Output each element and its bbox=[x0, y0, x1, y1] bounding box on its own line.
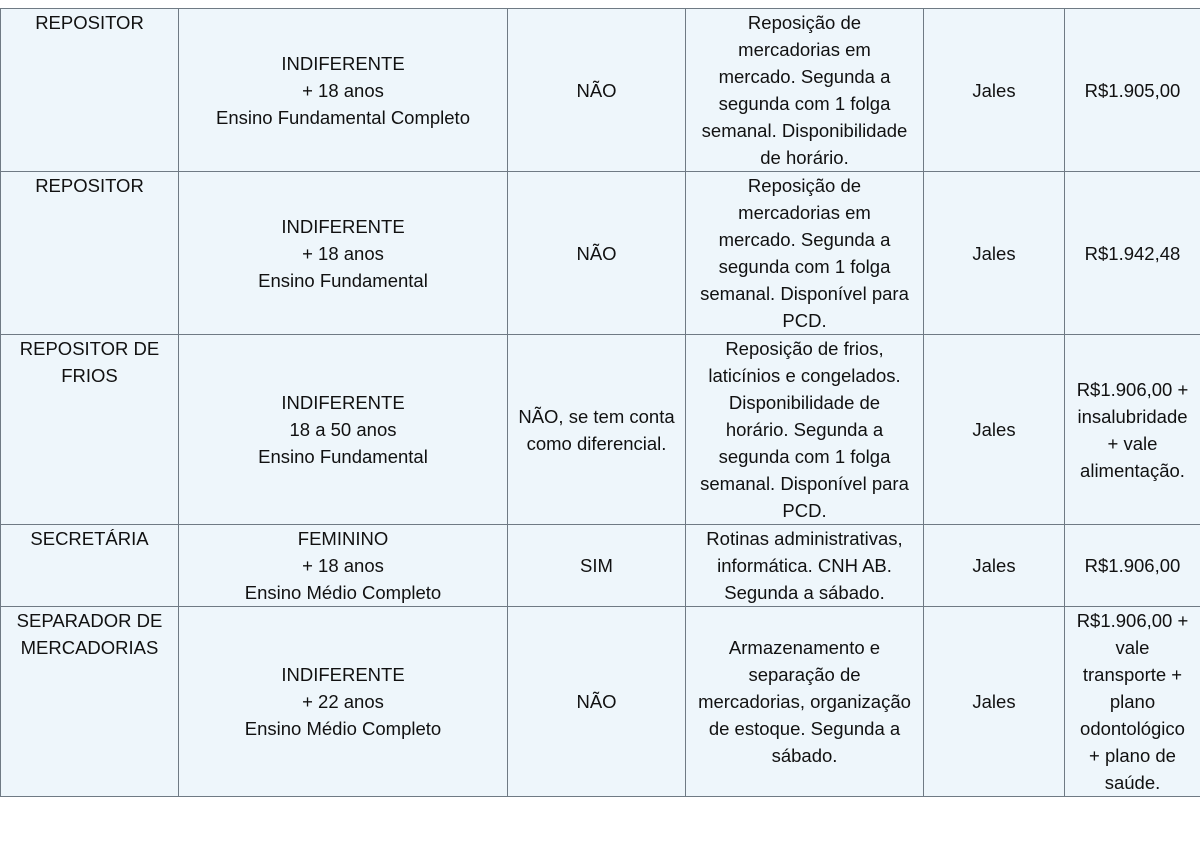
cell-cargo-line: FRIOS bbox=[61, 365, 118, 386]
cell-cidade bbox=[924, 172, 1065, 335]
cell-descricao-line: Armazenamento e bbox=[728, 637, 881, 658]
cell-salario-line: R$1.906,00 + bbox=[1076, 378, 1189, 400]
jobs-table-body bbox=[1, 9, 1200, 797]
jobs-table bbox=[0, 8, 1200, 797]
cell-requisitos bbox=[179, 525, 508, 607]
cell-requisitos-line: Ensino Médio Completo bbox=[244, 582, 442, 603]
cell-salario bbox=[1065, 607, 1200, 797]
cell-cargo bbox=[1, 335, 179, 525]
cell-salario bbox=[1065, 335, 1200, 525]
cell-descricao bbox=[686, 9, 924, 172]
cell-salario-line: insalubridade bbox=[1077, 405, 1188, 427]
cell-cargo-line: REPOSITOR DE bbox=[19, 338, 160, 359]
cell-cidade-line: Jales bbox=[972, 555, 1016, 576]
cell-descricao bbox=[686, 607, 924, 797]
cell-descricao-line: segunda com 1 folga bbox=[718, 446, 891, 467]
cell-requisitos bbox=[179, 607, 508, 797]
cell-salario-line: transporte + bbox=[1082, 664, 1183, 685]
cell-requisitos-line: Ensino Fundamental bbox=[258, 269, 428, 291]
cell-requisitos-line: FEMININO bbox=[297, 528, 389, 549]
cell-cidade bbox=[924, 335, 1065, 525]
cell-descricao-line: Rotinas administrativas, bbox=[706, 528, 903, 549]
cell-experiencia-line: NÃO bbox=[576, 79, 617, 101]
cell-descricao-line: horário. Segunda a bbox=[725, 419, 884, 440]
cell-cidade-line: Jales bbox=[972, 79, 1016, 101]
cell-descricao bbox=[686, 335, 924, 525]
cell-cidade bbox=[924, 607, 1065, 797]
cell-cargo-line: REPOSITOR bbox=[35, 12, 144, 33]
cell-salario bbox=[1065, 525, 1200, 607]
cell-descricao-line: segunda com 1 folga bbox=[718, 93, 891, 114]
cell-salario-line: plano bbox=[1109, 691, 1156, 712]
cell-experiencia-line: NÃO, se tem conta bbox=[518, 405, 675, 427]
cell-cargo-line: SEPARADOR DE bbox=[16, 610, 163, 631]
cell-salario-line: alimentação. bbox=[1080, 459, 1185, 481]
cell-descricao-line: Segunda a sábado. bbox=[724, 582, 885, 603]
cell-cargo-line: SECRETÁRIA bbox=[30, 528, 149, 549]
cell-descricao-line: informática. CNH AB. bbox=[717, 555, 892, 576]
cell-descricao-line: sábado. bbox=[771, 745, 838, 766]
cell-cidade bbox=[924, 525, 1065, 607]
cell-salario bbox=[1065, 9, 1200, 172]
cell-salario-line: vale bbox=[1115, 637, 1150, 658]
cell-cargo bbox=[1, 525, 179, 607]
cell-descricao-line: PCD. bbox=[782, 500, 827, 521]
cell-descricao-line: semanal. Disponibilidade bbox=[701, 120, 908, 141]
cell-cidade bbox=[924, 9, 1065, 172]
cell-descricao-line: Disponibilidade de bbox=[728, 392, 881, 413]
cell-descricao-line: semanal. Disponível para bbox=[700, 473, 909, 494]
cell-requisitos-line: INDIFERENTE bbox=[281, 215, 405, 237]
cell-descricao-line: de horário. bbox=[760, 147, 849, 168]
cell-cidade-line: Jales bbox=[972, 242, 1016, 264]
cell-requisitos-line: 18 a 50 anos bbox=[289, 419, 397, 440]
cell-descricao-line: laticínios e congelados. bbox=[708, 365, 901, 386]
cell-cargo-line: MERCADORIAS bbox=[20, 637, 159, 658]
cell-requisitos-line: Ensino Médio Completo bbox=[244, 718, 442, 739]
cell-descricao-line: mercadorias em bbox=[738, 202, 871, 223]
cell-salario-line: odontológico bbox=[1080, 718, 1185, 739]
cell-experiencia bbox=[508, 335, 686, 525]
cell-cidade-line: Jales bbox=[972, 691, 1016, 712]
cell-cargo-line: REPOSITOR bbox=[35, 175, 144, 196]
cell-salario-line: R$1.906,00 + bbox=[1076, 610, 1189, 631]
cell-requisitos bbox=[179, 172, 508, 335]
cell-requisitos-line: + 18 anos bbox=[302, 79, 384, 101]
cell-descricao-line: Reposição de bbox=[747, 175, 862, 196]
cell-descricao bbox=[686, 525, 924, 607]
table-row bbox=[1, 525, 1200, 607]
cell-experiencia bbox=[508, 172, 686, 335]
cell-salario-line: saúde. bbox=[1104, 772, 1161, 793]
cell-requisitos bbox=[179, 335, 508, 525]
cell-descricao-line: de estoque. Segunda a bbox=[708, 718, 901, 739]
cell-requisitos bbox=[179, 9, 508, 172]
cell-experiencia bbox=[508, 9, 686, 172]
cell-requisitos-line: + 22 anos bbox=[302, 691, 384, 712]
cell-requisitos-line: + 18 anos bbox=[302, 242, 384, 264]
cell-descricao-line: segunda com 1 folga bbox=[718, 256, 891, 277]
cell-descricao-line: mercado. Segunda a bbox=[718, 229, 891, 250]
cell-experiencia-line: NÃO bbox=[576, 242, 617, 264]
cell-salario bbox=[1065, 172, 1200, 335]
cell-requisitos-line: Ensino Fundamental bbox=[258, 446, 428, 467]
cell-experiencia bbox=[508, 607, 686, 797]
cell-requisitos-line: + 18 anos bbox=[302, 555, 384, 576]
cell-salario-line: + plano de bbox=[1089, 745, 1176, 766]
cell-experiencia-line: SIM bbox=[580, 555, 613, 576]
cell-descricao-line: PCD. bbox=[782, 310, 827, 331]
cell-descricao-line: Reposição de bbox=[747, 12, 862, 33]
cell-requisitos-line: INDIFERENTE bbox=[281, 52, 405, 74]
cell-cargo bbox=[1, 9, 179, 172]
table-row bbox=[1, 607, 1200, 797]
cell-requisitos-line: Ensino Fundamental Completo bbox=[215, 106, 470, 128]
cell-requisitos-line: INDIFERENTE bbox=[281, 664, 405, 685]
cell-descricao-line: mercado. Segunda a bbox=[718, 66, 891, 87]
cell-salario-line: + vale bbox=[1107, 432, 1158, 454]
cell-salario-line: R$1.942,48 bbox=[1084, 242, 1181, 264]
cell-requisitos-line: INDIFERENTE bbox=[281, 392, 405, 413]
cell-salario-line: R$1.905,00 bbox=[1084, 79, 1181, 101]
table-row bbox=[1, 9, 1200, 172]
table-row bbox=[1, 335, 1200, 525]
table-row bbox=[1, 172, 1200, 335]
cell-cargo bbox=[1, 172, 179, 335]
cell-descricao-line: mercadorias em bbox=[738, 39, 871, 60]
cell-cidade-line: Jales bbox=[972, 419, 1016, 440]
cell-cargo bbox=[1, 607, 179, 797]
cell-experiencia-line: NÃO bbox=[576, 691, 617, 712]
cell-experiencia bbox=[508, 525, 686, 607]
cell-descricao-line: separação de bbox=[748, 664, 861, 685]
cell-descricao-line: semanal. Disponível para bbox=[700, 283, 909, 304]
cell-salario-line: R$1.906,00 bbox=[1084, 555, 1181, 576]
cell-descricao-line: Reposição de frios, bbox=[725, 338, 884, 359]
cell-experiencia-line: como diferencial. bbox=[526, 432, 667, 454]
cell-descricao bbox=[686, 172, 924, 335]
cell-descricao-line: mercadorias, organização bbox=[698, 691, 911, 712]
